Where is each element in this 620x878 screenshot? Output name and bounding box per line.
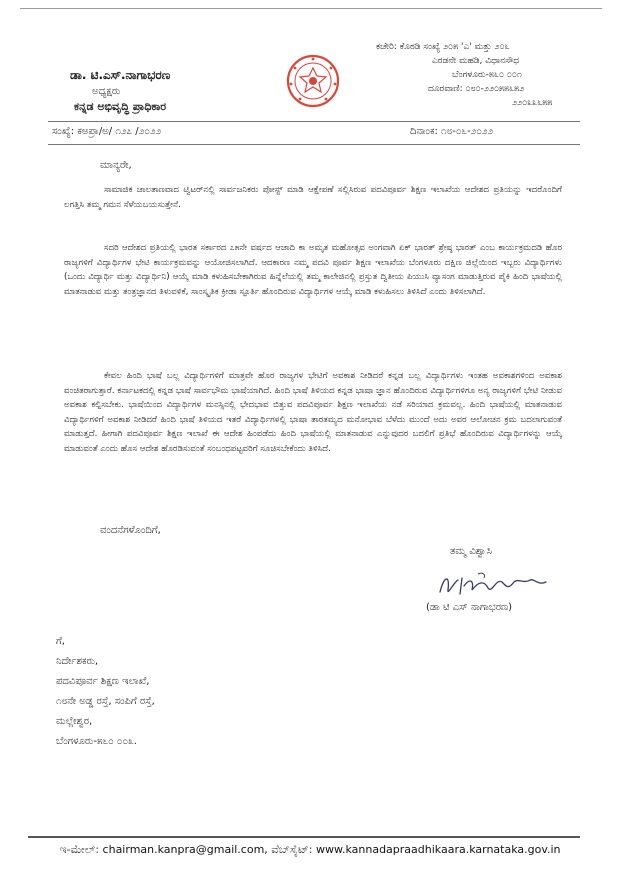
recipient-line: ಮಲ್ಲೇಶ್ವರ, bbox=[56, 716, 93, 727]
bottom-divider bbox=[28, 836, 580, 838]
recipient-line: ಗೆ, bbox=[56, 636, 65, 647]
handwritten-signature bbox=[434, 568, 554, 602]
address-phone-alt: ೨೨೦೩೩೬೫೫ bbox=[512, 98, 553, 108]
body-paragraph: ಸದರಿ ಆದೇಶದ ಪ್ರತಿಯಲ್ಲಿ ಭಾರತ ಸರ್ಕಾರದ ೭೫ನೇ ವರ್ಷದ ಆಜಾದಿ ಕಾ ಅಮೃತ ಮಹೋತ್ಸವ ಅಂಗವಾಗಿ ಏಕ್ ಭಾರತ್ ಶ್ರೇಷ್ಠ ಭಾರತ್ ಎಂಬ ಕಾರ್ಯಕ್ರಮದಡಿ ಹೊರ ರಾಜ್ಯಗಳಿಗೆ ವಿದ್ಯಾರ್ಥಿಗಳ ಭೇಟಿ ಕಾರ್ಯಕ್ರಮವನ್ನು ಆಯೋಜಿಸಲಾಗಿದೆ. ಆದಕಾರಣ ನಮ್ಮ ಪದವಿ ಪೂರ್ವ ಶಿಕ್ಷಣ ಇಲಾಖೆಯ ಬೆಂಗಳೂರು ದಕ್ಷಿಣ ಜಿಲ್ಲೆಯಿಂದ ಇಬ್ಬರು ವಿದ್ಯಾರ್ಥಿಗಳು (ಒಂದು ವಿದ್ಯಾರ್ಥಿ ಮತ್ತು ವಿದ್ಯಾರ್ಥಿನಿ) ಆಯ್ಕೆ ಮಾಡಿ ಕಳುಹಿಸಬೇಕಾಗಿರುವ ಹಿನ್ನೆಲೆಯಲ್ಲಿ ತಮ್ಮ ಕಾಲೇಜಿನಲ್ಲಿ ಪ್ರಸ್ತುತ ದ್ವಿತೀಯ ಪಿಯುಸಿ ವ್ಯಾಸಂಗ ಮಾಡುತ್ತಿರುವ ಪೈಕಿ ಹಿಂದಿ ಭಾಷೆಯಲ್ಲಿ ಮಾತನಾಡುವ ಮತ್ತು ತಂತ್ರಜ್ಞಾನದ ತಿಳುವಳಿಕೆ, ಸಾಂಸ್ಕೃತಿಕ ಕ್ರೀಡಾ ಸ್ಫೂರ್ತಿ ಹೊಂದಿರುವ ವಿದ್ಯಾರ್ಥಿಗಳ ಆಯ್ಕೆ ಮಾಡಿ ಕಳುಹಿಸಲು ತಿಳಿಸಿದೆ ಎಂದು ತಿಳಿಸಲಾಗಿದೆ. bbox=[64, 243, 562, 297]
office-address bbox=[376, 40, 596, 110]
address-phone: ದೂರವಾಣಿ: ೦೮೦-೨೨೦೫೫೬೫೨ bbox=[428, 84, 525, 94]
address-line: ಎರಡನೇ ಮಹಡಿ, ವಿಧಾನಸೌಧ bbox=[432, 56, 520, 66]
recipient-line: ನಿರ್ದೇಶಕರು, bbox=[56, 656, 99, 667]
email-link[interactable]: chairman.kanpra@gmail.com, bbox=[102, 843, 268, 856]
body-paragraph: ಸಾಮಾಜಿಕ ಜಾಲತಾಣವಾದ ಟ್ವಿಟರ್‌ನಲ್ಲಿ ಸಾರ್ವಜನಿಕರು ಪೋಸ್ಟ್ ಮಾಡಿ ಆಕ್ಷೇಪಣೆ ಸಲ್ಲಿಸಿರುವ ಪದವಿಪೂರ್ವ ಶಿಕ್ಷಣ ಇಲಾಖೆಯ ಆದೇಶದ ಪ್ರತಿಯನ್ನು ಇದರೊಂದಿಗೆ ಲಗತ್ತಿಸಿ ತಮ್ಮ ಗಮನ ಸೆಳೆಯಬಯಸುತ್ತೇನೆ. bbox=[64, 185, 562, 210]
top-divider bbox=[20, 8, 602, 9]
recipient-address bbox=[56, 632, 155, 752]
address-line: ಬೆಂಗಳೂರು-೫೬೦ ೦೦೧ bbox=[452, 70, 522, 80]
website-label: ವೆಬ್‌ಸೈಟ್: bbox=[271, 843, 313, 856]
yours-faithfully: ತಮ್ಮ ವಿಶ್ವಾಸಿ bbox=[450, 546, 492, 557]
reference-number: ಸಂಖ್ಯೆ: ಕಅಪ್ರಾ/ಅ/ ೧೨೭ /೨೦೨೨ bbox=[52, 126, 162, 137]
closing-greeting: ವಂದನೆಗಳೊಂದಿಗೆ, bbox=[100, 525, 161, 536]
sender-title: ಅಧ್ಯಕ್ಷರು bbox=[92, 86, 121, 97]
reference-date: ದಿನಾಂಕ: ೧೮-೦೬-೨೦೨೨ bbox=[410, 126, 494, 137]
sender-name: ಡಾ. ಟಿ.ಎಸ್.ನಾಗಾಭರಣ bbox=[70, 68, 171, 82]
website-link[interactable]: www.kannadapraadhikaara.karnataka.gov.in bbox=[315, 843, 561, 856]
sender-org: ಕನ್ನಡ ಅಭಿವೃದ್ಧಿ ಪ್ರಾಧಿಕಾರ bbox=[74, 100, 167, 113]
recipient-line: ಪದವಿಪೂರ್ವ ಶಿಕ್ಷಣ ಇಲಾಖೆ, bbox=[56, 676, 150, 687]
recipient-line: ೧೮ನೇ ಅಡ್ಡ ರಸ್ತೆ, ಸಂಪಿಗೆ ರಸ್ತೆ, bbox=[56, 696, 155, 707]
signatory-name: (ಡಾ ಟಿ ಎಸ್ ನಾಗಾಭರಣ) bbox=[426, 602, 512, 613]
email-label: ಇ-ಮೇಲ್: bbox=[59, 843, 100, 856]
footer-contact bbox=[0, 843, 620, 857]
salutation: ಮಾನ್ಯರೇ, bbox=[100, 160, 132, 171]
address-line: ಕಚೇರಿ: ಕೊಠಡಿ ಸಂಖ್ಯೆ ೨೦೫ 'ಎ' ಮತ್ತು ೨೦೬ bbox=[376, 42, 510, 52]
body-paragraph: ಕೇವಲ ಹಿಂದಿ ಭಾಷೆ ಬಲ್ಲ ವಿದ್ಯಾರ್ಥಿಗಳಿಗೆ ಮಾತ್ರವೇ ಹೊರ ರಾಜ್ಯಗಳ ಭೇಟಿಗೆ ಅವಕಾಶ ನೀಡಿದರೆ ಕನ್ನಡ ಬಲ್ಲ ವಿದ್ಯಾರ್ಥಿಗಳು ಇಂತಹ ಅವಕಾಶಗಳಿಂದ ಅವಕಾಶ ವಂಚಿತರಾಗುತ್ತಾರೆ. ಕರ್ನಾಟಕದಲ್ಲಿ ಕನ್ನಡ ಭಾಷೆ ಸಾರ್ವಭೌಮ ಭಾಷೆಯಾಗಿದೆ. ಹಿಂದಿ ಭಾಷೆ ತಿಳಿಯದ ಕನ್ನಡ ಭಾಷಾ ಜ್ಞಾನ ಹೊಂದಿರುವ ವಿದ್ಯಾರ್ಥಿಗಳಿಗೂ ಅನ್ಯ ರಾಜ್ಯಗಳಿಗೆ ಭೇಟಿ ನೀಡುವ ಅವಕಾಶ ಕಲ್ಪಿಸಬೇಕು. ಭಾಷೆಯಿಂದ ವಿದ್ಯಾರ್ಥಿಗಳ ಮನಸ್ಸಿನಲ್ಲಿ ಭೇದಭಾವ ಬಿತ್ತುವ ಪದವಿಪೂರ್ವ ಶಿಕ್ಷಣ ಇಲಾಖೆಯ ನಡೆ ಸರಿಯಾದ ಕ್ರಮವಲ್ಲ. ಹಿಂದಿ ಭಾಷೆಯಲ್ಲಿ ಮಾತನಾಡುವ ವಿದ್ಯಾರ್ಥಿಗಳಿಗೆ ಅವಕಾಶ ನೀಡಿದರೆ ಹಿಂದಿ ಭಾಷೆ ತಿಳಿಯದ ಇತರೆ ವಿದ್ಯಾರ್ಥಿಗಳಲ್ಲಿ ಭಾಷಾ ತಾರತಮ್ಯದ ಮನೋಭಾವ ಬೆಳೆದು ಮುಂದೆ ಅದು ಅವರ ಆಲೋಚನ ಕ್ರಮ ಬದಲಾಗುವಂತೆ ಮಾಡುತ್ತದೆ. ಹೀಗಾಗಿ ಪದವಿಪೂರ್ವ ಶಿಕ್ಷಣ ಇಲಾಖೆ ಈ ಆದೇಶ ಹಿಂಪಡೆದು ಹಿಂದಿ ಭಾಷೆಯಲ್ಲಿ ಮಾತನಾಡುವ ಎನ್ನುವುದರ ಬದಲಿಗೆ ಪ್ರತಿಭೆ ಹೊಂದಿರುವ ವಿದ್ಯಾರ್ಥಿಗಳನ್ನು ಆಯ್ಕೆ ಮಾಡುವಂತೆ ಎಂದು ಹೊಸ ಆದೇಶ ಹೊರಡಿಸುವಂತೆ ಸಂಬಂಧಪಟ್ಟವರಿಗೆ ಸೂಚಿಸಬೇಕೆಂದು ತಿಳಿಸಿದೆ. bbox=[64, 371, 562, 454]
reference-row bbox=[48, 121, 580, 145]
recipient-line: ಬೆಂಗಳೂರು-೫೬೦ ೦೦೩. bbox=[56, 736, 137, 747]
authority-seal-icon bbox=[286, 54, 340, 108]
